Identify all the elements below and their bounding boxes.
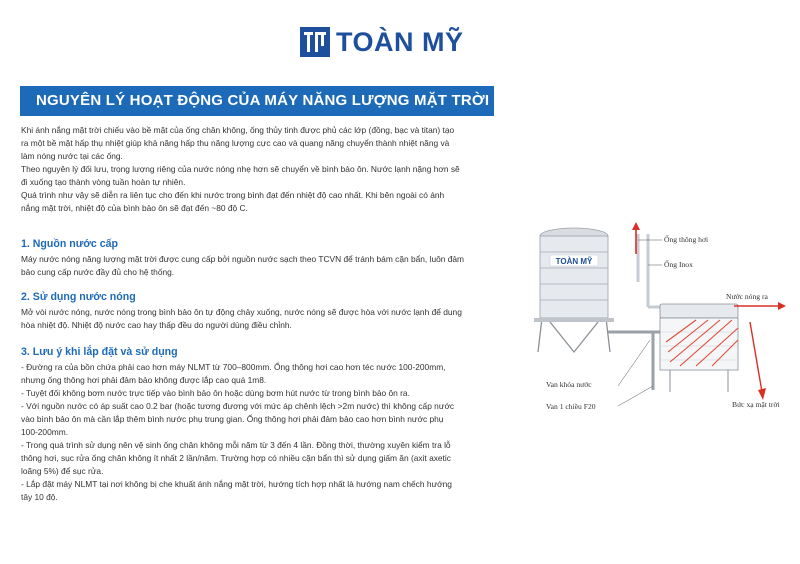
body-line: nhưng ống thông hơi phải đảm bảo không được lắp cao quá 1m8.: [21, 375, 267, 385]
body-line: bảo cung cấp nước đầy đủ cho hệ thống.: [21, 267, 175, 277]
label-inox-pipe: Ống Inox: [664, 260, 693, 269]
intro-line: Quá trình như vậy sẽ diễn ra liên tục cho đến khi nước trong bình đạt đến nhiệt độ cao nhất. Khi bên ngoài có ánh: [21, 190, 445, 200]
section-body-water-source: [21, 253, 519, 279]
body-line: Máy nước nóng năng lượng mặt trời được cung cấp bởi nguồn nước sạch theo TCVN để tránh bám cặn bẩn, luôn đảm: [21, 254, 465, 264]
body-line: hòa nhiệt độ. Nhiệt độ nước cao hay thấp đều do người dùng điều chỉnh.: [21, 320, 292, 330]
storage-tank: [534, 228, 614, 352]
intro-line: đi xuống tạo thành vòng tuần hoàn tự nhiên.: [21, 177, 186, 187]
solar-heater-diagram: [520, 222, 800, 422]
logo-text: TOÀN MỸ: [336, 26, 464, 57]
title-banner: [20, 86, 494, 116]
solar-collector: [660, 304, 738, 392]
intro-line: nắng mặt trời, nhiệt độ của bình bảo ôn sẽ đạt đến ~80 độ C.: [21, 203, 248, 213]
section-heading-hot-water-use: 2. Sử dụng nước nóng: [21, 291, 136, 303]
label-cold-valve: Van khóa nước: [546, 380, 592, 389]
body-line: 100-200mm.: [21, 427, 69, 437]
section-heading-installation-notes: 3. Lưu ý khi lắp đặt và sử dụng: [21, 346, 178, 358]
system-illustration: [520, 222, 800, 422]
body-line: - Với nguồn nước có áp suất cao 0.2 bar (hoặc tương đương với mức áp chênh lệch >2m nước) thì không cấp nước: [21, 401, 455, 411]
body-line: - Trong quá trình sử dụng nên vệ sinh ống chân không mỗi năm từ 3 đến 4 lần. Đồng thời, thường xuyên kiểm tra lỗ: [21, 440, 451, 450]
intro-paragraph: [21, 124, 519, 215]
body-line: vào bình bảo ôn mà cần lắp thêm bình nước phụ trung gian. Ống thông hơi phải đảm bảo cao hơn bình nước phụ: [21, 414, 444, 424]
label-vent-pipe: Ống thông hơi: [664, 235, 709, 244]
body-line: tây 10 độ.: [21, 492, 58, 502]
label-hot-water-out: Nước nóng ra: [726, 292, 768, 301]
brand-logo: [300, 24, 464, 60]
intro-line: làm nóng nước tại các ống.: [21, 151, 123, 161]
body-line: Mở vòi nước nóng, nước nóng trong bình bảo ôn tự động chảy xuống, nước nóng sẽ được hòa với nước lạnh để dung: [21, 307, 462, 317]
section-body-hot-water-use: [21, 306, 519, 332]
body-line: - Tuyệt đối không bơm nước trực tiếp vào bình bảo ôn hoặc dùng bơm hút nước từ trong bình bảo ôn ra.: [21, 388, 410, 398]
intro-line: Khi ánh nắng mặt trời chiếu vào bề mặt của ống chân không, ống thủy tinh được phủ các lớp (đồng, bạc và titan) tạo: [21, 125, 455, 135]
logo-mark-icon: [300, 27, 330, 57]
section-body-installation-notes: [21, 361, 519, 504]
body-line: - Lắp đặt máy NLMT tại nơi không bị che khuất ánh nắng mặt trời, hướng tích hợp nhất là hướng nam chếch hướng: [21, 479, 452, 489]
body-line: - Đường ra của bồn chứa phải cao hơn máy NLMT từ 700–800mm. Ống thông hơi cao hơn téc nước 100-200mm,: [21, 362, 446, 372]
body-line: loãng 5%) để sục rửa.: [21, 466, 104, 476]
body-line: thông hơi, sục rửa ống chân không ít nhất 2 lần/năm. Trường hợp có nhiều cặn bẩn thì sử dụng giấm ăn (axit axetic: [21, 453, 451, 463]
label-sunlight: Bức xạ mặt trời: [732, 400, 780, 409]
pipes: [608, 234, 662, 390]
page-title: NGUYÊN LÝ HOẠT ĐỘNG CỦA MÁY NĂNG LƯỢNG MẶT TRỜI: [36, 92, 490, 109]
intro-line: Theo nguyên lý đối lưu, trọng lượng riêng của nước nóng nhẹ hơn sẽ chuyển về bình bảo ôn. Nước lạnh nặng hơn sẽ: [21, 164, 460, 174]
section-heading-water-source: 1. Nguồn nước cấp: [21, 238, 119, 250]
intro-line: ra một bề mặt hấp thụ nhiệt giúp khả năng hấp thu năng lượng cực cao và quang năng chuyển thành nhiệt năng và: [21, 138, 450, 148]
tank-brand: TOÀN MỸ: [555, 257, 593, 266]
label-one-way-valve: Van 1 chiều F20: [546, 402, 596, 411]
